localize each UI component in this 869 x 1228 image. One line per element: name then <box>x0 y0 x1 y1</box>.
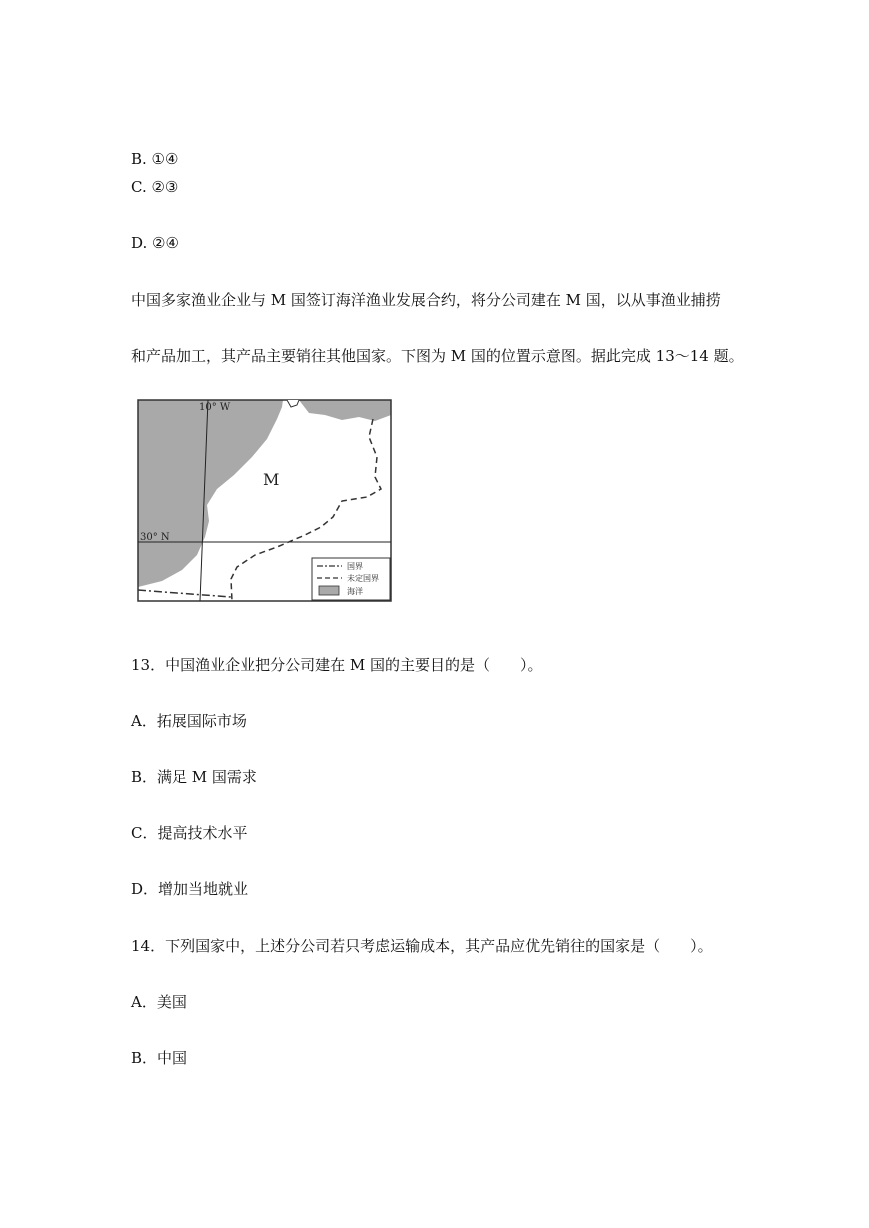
question-13-option-b: B．满足 M 国需求 <box>131 768 257 786</box>
question-13-option-c: C．提高技术水平 <box>131 824 248 842</box>
question-14-stem: 14．下列国家中，上述分公司若只考虑运输成本，其产品应优先销往的国家是（ ）。 <box>131 937 713 955</box>
legend-border-label: 国界 <box>347 562 363 571</box>
map-svg <box>137 397 393 605</box>
longitude-label: 10° W <box>199 402 231 413</box>
question-13-option-a: A．拓展国际市场 <box>131 712 247 730</box>
legend-undetermined-label: 未定国界 <box>347 574 379 583</box>
option-b-prev: B. ①④ <box>131 150 179 168</box>
passage-line-1: 中国多家渔业企业与 M 国签订海洋渔业发展合约，将分公司建在 M 国，以从事渔业捕捞 <box>131 291 721 309</box>
question-14-option-a: A．美国 <box>131 993 187 1011</box>
legend-ocean-symbol <box>319 586 339 595</box>
country-label: M <box>263 470 280 489</box>
location-map <box>137 397 393 605</box>
option-d-prev: D. ②④ <box>131 234 179 252</box>
passage-line-2: 和产品加工，其产品主要销往其他国家。下图为 M 国的位置示意图。据此完成 13～14 题。 <box>131 347 744 365</box>
question-13-option-d: D．增加当地就业 <box>131 880 249 898</box>
legend-ocean-label: 海洋 <box>347 587 363 596</box>
question-14-option-b: B．中国 <box>131 1049 188 1067</box>
option-c-prev: C. ②③ <box>131 178 179 196</box>
question-13-stem: 13．中国渔业企业把分公司建在 M 国的主要目的是（ ）。 <box>131 656 543 674</box>
latitude-label: 30° N <box>140 532 170 543</box>
